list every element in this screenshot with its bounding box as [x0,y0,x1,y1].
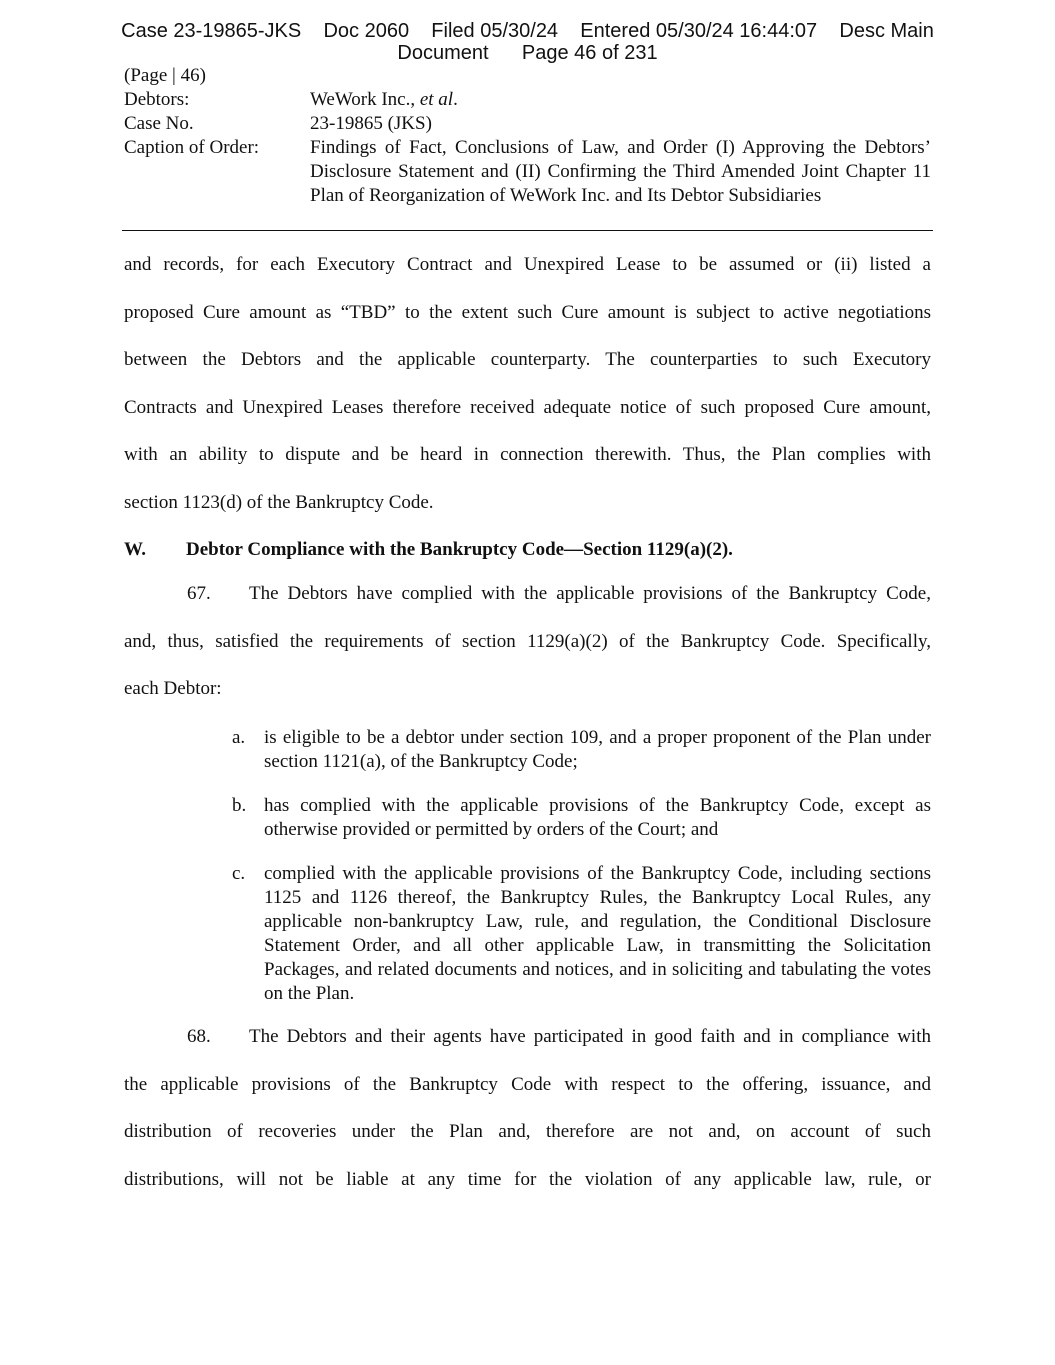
compliance-list [232,794,931,842]
caption-page-ref-row [124,64,931,88]
paragraph-67 [124,570,931,713]
continuation-paragraph [124,241,931,526]
caption-order-row [124,136,931,208]
paragraph-68-line: distributions, will not be liable at any time for the violation of any applicable law, rule, or [124,1168,931,1190]
list-item-letter: b. [232,795,247,816]
paragraph-68-line: distribution of recoveries under the Plan and, therefore are not and, on account of such [124,1121,931,1142]
section-title: Debtor Compliance with the Bankruptcy Code—Section 1129(a)(2). [186,539,733,560]
caption-debtors-value [310,88,931,112]
list-item [232,862,931,1006]
continuation-line: and records, for each Executory Contract and Unexpired Lease to be assumed or (ii) listed a [124,254,931,275]
continuation-line: Contracts and Unexpired Leases therefore received adequate notice of such proposed Cure amount, [124,396,931,418]
paragraph-67-first-line [124,570,931,618]
paragraph-number: 68. [187,1026,211,1047]
paragraph-number: 67. [187,583,211,604]
paragraph-68-first-line [124,1013,931,1061]
caption-order-value: Findings of Fact, Conclusions of Law, and Order (I) Approving the Debtors’ Disclosure Statement and (II) Confirming the Third Amended Joint Chapter 11 Plan of Reorganization of WeWork Inc. and Its Debtor Subsidiaries [310,137,931,206]
continuation-line: proposed Cure amount as “TBD” to the extent such Cure amount is subject to active negotiations [124,301,931,323]
list-item [232,794,931,842]
order-caption [124,64,931,208]
paragraph-67-line: and, thus, satisfied the requirements of section 1129(a)(2) of the Bankruptcy Code. Specifically, [124,630,931,652]
list-item-text: complied with the applicable provisions of the Bankruptcy Code, including sections 1125 and 1126 thereof, the Bankruptcy Rules, the Bankruptcy Local Rules, any applicable non-bankruptcy Law, rule, and regulation, the Conditional Disclosure Statement Order, and all other applicable Law, in transmitting the Solicitation Packages, and related documents and notices, and in soliciting and tabulating the votes on the Plan. [264,863,931,1004]
debtor-period: . [453,89,458,110]
caption-case-label: Case No. [124,113,194,134]
debtor-etal: et al [419,89,454,110]
paragraph-68-first-text: The Debtors and their agents have participated in good faith and in compliance with [249,1026,931,1047]
caption-divider [122,230,933,231]
paragraph-67-first-text: The Debtors have complied with the applicable provisions of the Bankruptcy Code, [249,583,931,604]
list-item-text: has complied with the applicable provisions of the Bankruptcy Code, except as otherwise provided or permitted by orders of the Court; and [264,795,931,840]
continuation-last-line: section 1123(d) of the Bankruptcy Code. [124,491,434,513]
list-item-letter: a. [232,727,246,748]
caption-case-row [124,112,931,136]
paragraph-68-line: the applicable provisions of the Bankruptcy Code with respect to the offering, issuance, and [124,1073,931,1095]
paragraph-67-last-line: each Debtor: [124,678,222,699]
section-heading [124,538,931,562]
caption-debtors-row [124,88,931,112]
continuation-line: between the Debtors and the applicable counterparty. The counterparties to such Executory [124,349,931,370]
caption-case-value: 23-19865 (JKS) [310,113,432,134]
filing-header: Case 23-19865-JKS Doc 2060 Filed 05/30/24 Entered 05/30/24 16:44:07 Desc Main [121,20,934,42]
caption-order-label: Caption of Order: [124,137,260,158]
debtor-name: WeWork Inc., [310,89,416,110]
page-label: Page 46 of 231 [521,42,658,64]
document-label: Document [397,42,489,64]
paragraph-68 [124,1013,931,1203]
compliance-list [232,726,931,774]
compliance-list [232,862,931,1006]
filing-header-line2 [0,42,1055,65]
caption-page-ref: (Page | 46) [124,65,206,86]
list-item [232,726,931,774]
section-letter: W. [124,539,147,560]
continuation-line: with an ability to dispute and be heard in connection therewith. Thus, the Plan complies with [124,444,931,465]
list-item-text: is eligible to be a debtor under section 109, and a proper proponent of the Plan under section 1121(a), of the Bankruptcy Code; [264,727,931,772]
caption-debtors-label: Debtors: [124,89,190,110]
list-item-letter: c. [232,863,246,884]
